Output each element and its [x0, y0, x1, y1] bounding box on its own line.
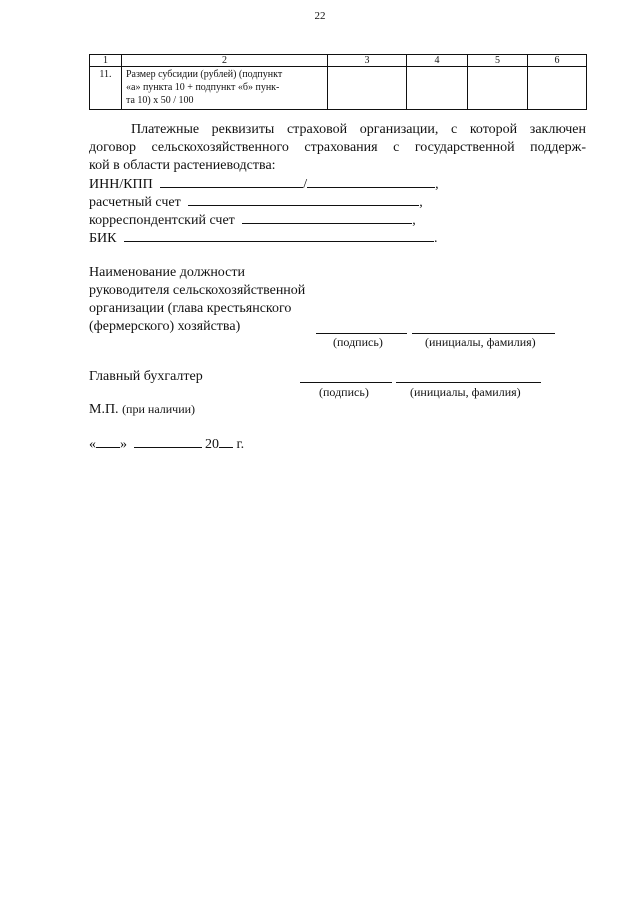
- date-month-field: [134, 436, 202, 448]
- table-header-cell: 5: [468, 55, 528, 67]
- accountant-signature-line: [300, 382, 392, 383]
- bik-line: [89, 230, 438, 248]
- payment-intro-line: кой в области растениеводства:: [89, 158, 276, 173]
- account-line: [89, 194, 423, 212]
- head-signature-caption: (подпись): [333, 335, 383, 349]
- table-header-cell: 2: [122, 55, 328, 67]
- date-year-prefix: 20: [205, 437, 219, 452]
- stamp-line: [89, 400, 195, 419]
- kpp-field: [307, 176, 435, 188]
- table-header-cell: 3: [328, 55, 407, 67]
- date-quote-open: «: [89, 437, 96, 452]
- inn-kpp-label: ИНН/КПП: [89, 177, 153, 192]
- accountant-name-line: [396, 382, 541, 383]
- table-cell-empty: [528, 67, 587, 110]
- inn-separator: /: [303, 177, 308, 192]
- inn-kpp-line: [89, 176, 439, 194]
- subsidy-table: [89, 54, 587, 110]
- row-description-line: «а» пункта 10 + подпункт «б» пунк-: [126, 82, 280, 93]
- bik-field: [124, 230, 434, 242]
- account-comma: ,: [419, 195, 423, 210]
- table-row: [90, 67, 587, 110]
- account-label: расчетный счет: [89, 195, 181, 210]
- bik-label: БИК: [89, 231, 117, 246]
- table-header-row: [90, 55, 587, 67]
- accountant-signature-caption: (подпись): [319, 385, 369, 399]
- accountant-name-caption: (инициалы, фамилия): [410, 385, 521, 399]
- stamp-label: М.П.: [89, 402, 119, 417]
- stamp-note: (при наличии): [122, 402, 196, 416]
- date-quote-close: »: [120, 437, 127, 452]
- date-year-suffix: г.: [236, 437, 245, 452]
- head-signature-line: [316, 333, 407, 334]
- bik-period: .: [434, 231, 438, 246]
- table-header-cell: 4: [407, 55, 468, 67]
- head-title-line: руководителя сельскохозяйственной: [89, 283, 306, 298]
- table-header-cell: 1: [90, 55, 122, 67]
- corr-account-label: корреспондентский счет: [89, 213, 235, 228]
- table-cell-empty: [468, 67, 528, 110]
- account-field: [188, 194, 419, 206]
- row-description-line: та 10) x 50 / 100: [126, 95, 194, 106]
- head-name-line: [412, 333, 555, 334]
- date-day-field: [96, 436, 120, 448]
- date-line: [89, 436, 244, 454]
- inn-comma: ,: [435, 177, 439, 192]
- head-title-line: организации (глава крестьянского: [89, 301, 292, 316]
- table-header-cell: 6: [528, 55, 587, 67]
- row-description-line: Размер субсидии (рублей) (подпункт: [126, 69, 283, 80]
- row-description: [122, 67, 328, 110]
- head-title-line: Наименование должности: [89, 265, 245, 280]
- accountant-label: Главный бухгалтер: [89, 369, 203, 384]
- corr-account-line: [89, 212, 416, 230]
- inn-field: [160, 176, 303, 188]
- corr-account-comma: ,: [412, 213, 416, 228]
- head-title-line: (фермерского) хозяйства): [89, 319, 241, 334]
- corr-account-field: [242, 212, 412, 224]
- page-number: 22: [314, 10, 326, 22]
- payment-intro-line: Платежные реквизиты страховой организации, с которой заключен: [131, 122, 586, 137]
- head-name-caption: (инициалы, фамилия): [425, 335, 536, 349]
- table-cell-empty: [328, 67, 407, 110]
- date-year-field: [219, 436, 233, 448]
- row-number: 11.: [90, 67, 122, 110]
- payment-intro-line: договор сельскохозяйственного страхования с государственной поддерж-: [89, 140, 586, 155]
- table-cell-empty: [407, 67, 468, 110]
